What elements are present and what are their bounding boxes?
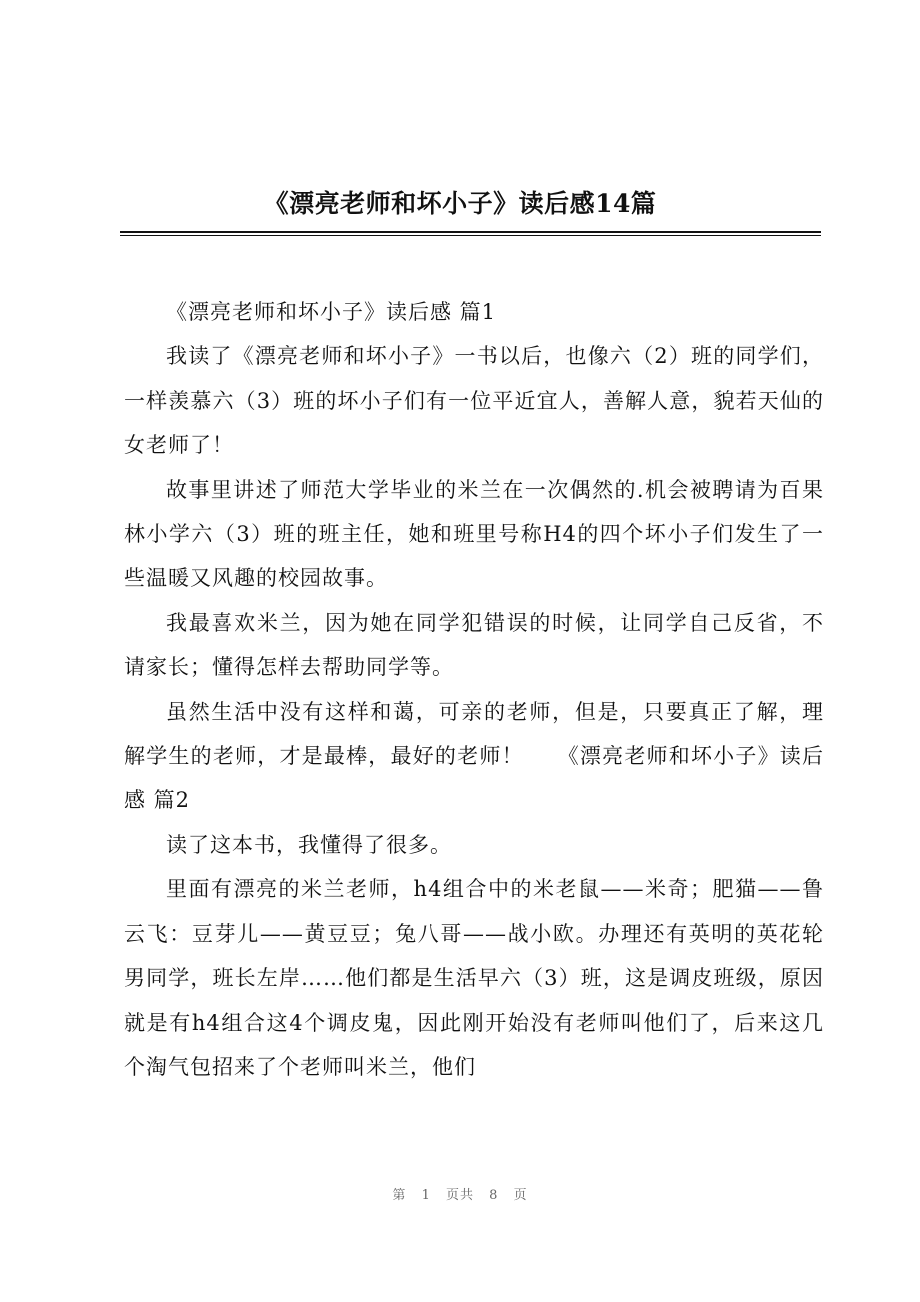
document-body (124, 290, 824, 1089)
paragraph: 虽然生活中没有这样和蔼，可亲的老师，但是，只要真正了解，理解学生的老师，才是最棒，最好的老师！ 《漂亮老师和坏小子》读后感 篇2 (124, 699, 824, 813)
paragraph: 我最喜欢米兰，因为她在同学犯错误的时候，让同学自己反省，不请家长；懂得怎样去帮助同学等。 (124, 610, 824, 680)
footer-prefix: 第 (392, 1188, 407, 1203)
paragraph: 读了这本书，我懂得了很多。 (166, 832, 452, 857)
paragraph: 里面有漂亮的米兰老师，h4组合中的米老鼠——米奇；肥猫——鲁云飞：豆芽儿——黄豆豆；兔八哥——战小欧。办理还有英明的英花轮男同学，班长左岸……他们都是生活早六（3）班，这是调皮班级，原因就是有h4组合这4个调皮鬼，因此刚开始没有老师叫他们了，后来这几个淘气包招来了个老师叫米兰，他们 (124, 877, 824, 1079)
page-footer (0, 1184, 920, 1203)
paragraph: 我读了《漂亮老师和坏小子》一书以后，也像六（2）班的同学们，一样羡慕六（3）班的坏小子们有一位平近宜人，善解人意，貌若天仙的女老师了！ (124, 344, 824, 458)
paragraph: 故事里讲述了师范大学毕业的米兰在一次偶然的.机会被聘请为百果林小学六（3）班的班主任，她和班里号称H4的四个坏小子们发生了一些温暖又风趣的校园故事。 (124, 477, 824, 591)
footer-middle: 页共 (445, 1188, 474, 1203)
footer-page-number: 1 (421, 1188, 431, 1203)
footer-total-pages: 8 (489, 1188, 499, 1203)
document-title: 《漂亮老师和坏小子》读后感14篇 (263, 189, 657, 218)
title-divider-thick (120, 231, 821, 233)
section-heading-1: 《漂亮老师和坏小子》读后感 篇1 (166, 300, 497, 324)
title-divider-thin (120, 235, 821, 236)
footer-suffix: 页 (513, 1188, 528, 1203)
